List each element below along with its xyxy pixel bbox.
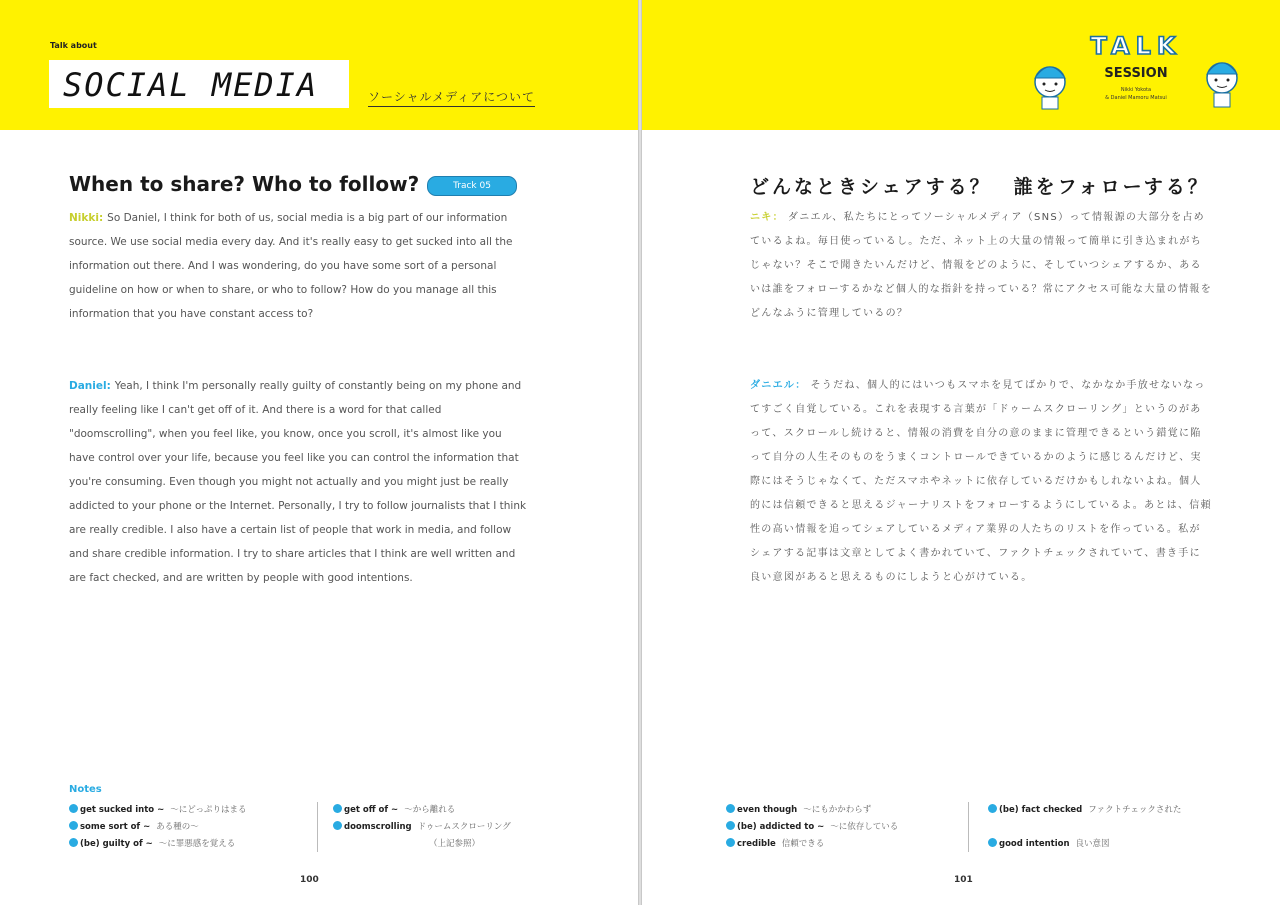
- note-item: get sucked into ~ ～にどっぷりはまる: [69, 802, 247, 819]
- notes-column: [333, 802, 511, 853]
- dialogue-paragraph: [69, 206, 529, 326]
- dialogue-text: そうだね、個人的にはいつもスマホを見てばかりで、なかなか手放せないなってすごく自覚している。これを表現する言葉が「ドゥームスクローリング」というのがあって、スクロールし続けると、情報の消費を自分の意のままに管理できるという錯覚に陥って自分の人生そのものをうまくコントロールできているかのように感じるんだけど、実際にはそうじゃなくて、ただスマホやネットに依存しているだけかもしれないよね。個人的には信頼できると思えるジャーナリストをフォローするようにしているよ。あとは、信頼性の高い情報を追ってシェアしているメディア業界の人たちのリストを作っている。私がシェアする記事は文章としてよく書かれていて、ファクトチェックされていて、書き手に良い意図があると思えるものにしようと心がけている。: [750, 380, 1212, 583]
- dialogue-paragraph: [750, 374, 1212, 590]
- speaker-name: ニキ：: [750, 212, 784, 223]
- track-label: Track 05: [453, 181, 491, 191]
- note-item: some sort of ~ ある種の～: [69, 819, 247, 836]
- dialogue-text: So Daniel, I think for both of us, social media is a big part of our information source. We use social media every day. And it's really easy to get sucked into all the information out there. And I was wondering, do you have some sort of a personal guideline on how or when to share, or who to follow? How do you manage all this information that you have constant access to?: [69, 212, 513, 320]
- character-left-icon: [1035, 67, 1065, 109]
- badge-line-2: & Daniel Mamoru Matsui: [1105, 95, 1167, 101]
- circle-number-icon: [69, 821, 78, 830]
- left-page: [0, 0, 638, 905]
- notes-label: Notes: [69, 784, 102, 795]
- badge-title: TALK: [1090, 32, 1182, 60]
- note-item: credible 信頼できる: [726, 836, 898, 853]
- note-item: even though ～にもかかわらず: [726, 802, 898, 819]
- page-number: 100: [300, 875, 319, 885]
- track-badge[interactable]: [427, 176, 517, 196]
- speaker-name: Nikki:: [69, 212, 104, 224]
- dialogue-text: ダニエル、私たちにとってソーシャルメディア（SNS）って情報源の大部分を占めているよね。毎日使っているし。ただ、ネット上の大量の情報って簡単に引き込まれがちじゃない？そこで聞きたいんだけど、情報をどのように、そしていつシェアするか、あるいは誰をフォローするかなど個人的な指針を持っている？常にアクセス可能な大量の情報をどんなふうに管理しているの？: [750, 212, 1212, 319]
- circle-number-icon: [726, 821, 735, 830]
- badge-line-1: Nikki Yokota: [1120, 87, 1152, 93]
- title-box: [49, 60, 349, 108]
- note-item: get off of ~ ～から離れる: [333, 802, 511, 819]
- note-item: good intention 良い意図: [988, 836, 1181, 853]
- section-heading-jp: どんなときシェアする？ 誰をフォローする？: [750, 176, 1210, 198]
- notes-divider: [968, 802, 969, 852]
- note-item: doomscrolling ドゥームスクローリング: [333, 819, 511, 836]
- talk-session-badge: [1030, 32, 1242, 112]
- page-title: SOCIAL MEDIA: [63, 66, 319, 104]
- talk-about-label: Talk about: [50, 41, 97, 50]
- note-item: (be) fact checked ファクトチェックされた: [988, 802, 1181, 819]
- circle-number-icon: [333, 804, 342, 813]
- notes-divider: [317, 802, 318, 852]
- page-subtitle-jp: ソーシャルメディアについて: [368, 88, 535, 107]
- notes-column: [69, 802, 247, 853]
- dialogue-paragraph: [750, 206, 1212, 326]
- note-item: （上記参照）: [429, 839, 481, 849]
- right-page: [642, 0, 1280, 905]
- circle-number-icon: [69, 804, 78, 813]
- dialogue-text: Yeah, I think I'm personally really guilty of constantly being on my phone and really feeling like I can't get off of it. And there is a word for that called "doomscrolling", when you feel like, you know, once you scroll, it's almost like you have control over your life, because you feel like you can control the information that you're consuming. Even though you might not actually and you might just be really addicted to your phone or the Internet. Personally, I try to follow journalists that I think are really credible. I also have a certain list of people that work in media, and follow and share credible information. I try to share articles that I think are well written and are fact checked, and are written by people with good intentions.: [69, 380, 527, 584]
- circle-number-icon: [988, 838, 997, 847]
- speaker-name: Daniel:: [69, 380, 111, 392]
- dialogue-paragraph: [69, 374, 529, 590]
- circle-number-icon: [726, 804, 735, 813]
- page-number: 101: [954, 875, 973, 885]
- note-item: (be) addicted to ~ ～に依存している: [726, 819, 898, 836]
- notes-column: [988, 802, 1181, 853]
- notes-column: [726, 802, 898, 853]
- character-right-icon: [1207, 63, 1237, 107]
- circle-number-icon: [988, 804, 997, 813]
- circle-number-icon: [69, 838, 78, 847]
- section-heading: When to share? Who to follow?: [69, 172, 420, 196]
- circle-number-icon: [333, 821, 342, 830]
- speaker-name: ダニエル：: [750, 380, 807, 391]
- badge-subtitle: SESSION: [1104, 66, 1168, 81]
- circle-number-icon: [726, 838, 735, 847]
- note-item: (be) guilty of ~ ～に罪悪感を覚える: [69, 836, 247, 853]
